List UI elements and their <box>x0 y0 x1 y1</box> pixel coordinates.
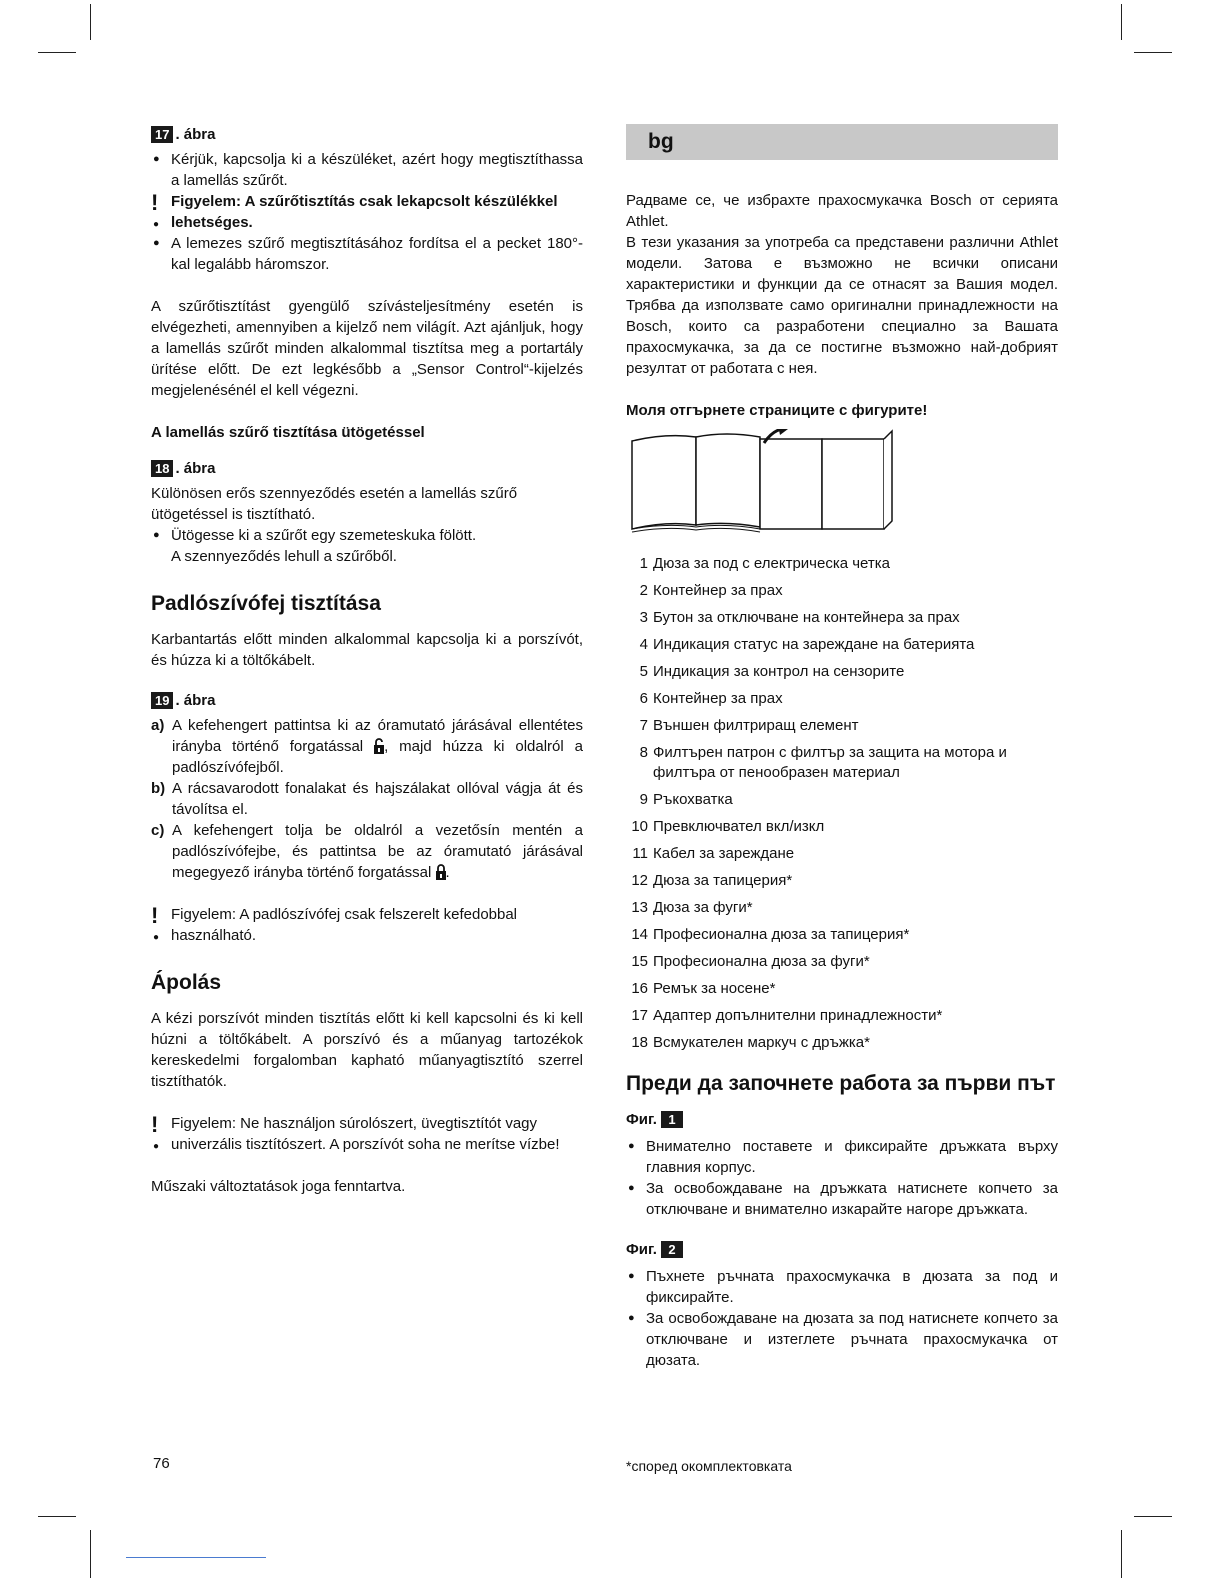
crop-mark <box>1121 4 1122 40</box>
exclamation-icon: ! <box>151 903 159 928</box>
item-number: 5 <box>639 663 648 680</box>
bullet: ● Пъхнете ръчната прахосмукачка в дюзата за под и фиксирайте. <box>626 1266 1058 1308</box>
item-number: 17 <box>631 1007 648 1024</box>
parts-list-item <box>626 716 1058 736</box>
item-number: 8 <box>639 744 648 761</box>
crop-mark <box>38 52 76 53</box>
parts-list-item <box>626 790 1058 810</box>
parts-list-item <box>626 662 1058 682</box>
crop-mark <box>1134 1516 1172 1517</box>
item-number: 15 <box>631 953 648 970</box>
item-label: Дюза за тапицерия* <box>653 872 793 889</box>
item-label: Външен филтриращ елемент <box>653 717 859 734</box>
page-number: 76 <box>153 1455 170 1472</box>
intro-paragraph: Радваме се, че избрахте прахосмукачка Bosch от серията Athlet. <box>626 192 1058 230</box>
figure-badge: 2 <box>661 1241 683 1258</box>
section-heading: Padlószívófej tisztítása <box>151 592 381 615</box>
item-label: Кабел за зареждане <box>653 845 795 862</box>
item-number: 1 <box>639 555 648 572</box>
item-number: 4 <box>639 636 648 653</box>
exclamation-icon: ! <box>151 190 159 215</box>
bullet: ● За освобождаване на дръжката натиснете копчето за отключване и внимателно изкарайте нагоре дръжката. <box>626 1178 1058 1220</box>
unlock-icon <box>374 738 384 754</box>
figure-badge: 17 <box>151 126 173 143</box>
item-number: 13 <box>631 899 648 916</box>
parts-list-item <box>626 871 1058 891</box>
parts-list <box>626 554 1058 1053</box>
item-label: Професионална дюза за тапицерия* <box>653 926 910 943</box>
bullet: ● Ütögesse ki a szűrőt egy szemeteskuka fölött. <box>151 525 583 546</box>
figure-18-ref: 18 . ábra <box>151 460 583 477</box>
item-label: Бутон за отключване на контейнера за прах <box>653 609 960 626</box>
figure-badge: 19 <box>151 692 173 709</box>
item-label: Професионална дюза за фуги* <box>653 953 870 970</box>
bullet: ● Kérjük, kapcsolja ki a készüléket, azért hogy megtisztíthassa a lamellás szűrőt. <box>151 149 583 191</box>
parts-list-item <box>626 1006 1058 1026</box>
item-number: 11 <box>632 845 648 862</box>
crop-mark <box>90 1530 91 1578</box>
figure-19-ref: 19 . ábra <box>151 692 583 709</box>
parts-list-item <box>626 635 1058 655</box>
item-label: Контейнер за прах <box>653 690 783 707</box>
item-number: 9 <box>639 791 648 808</box>
item-label: Индикация за контрол на сензорите <box>653 663 905 680</box>
paragraph: Műszaki változtatások joga fenntartva. <box>151 1178 406 1195</box>
item-label: Ремък за носене* <box>653 980 776 997</box>
figure-badge: 1 <box>661 1111 683 1128</box>
item-number: 7 <box>639 717 648 734</box>
bullet: ● Внимателно поставете и фиксирайте дръжката върху главния корпус. <box>626 1136 1058 1178</box>
item-number: 14 <box>631 926 648 943</box>
parts-list-item <box>626 581 1058 601</box>
parts-list-item <box>626 608 1058 628</box>
item-label: Дюза за фуги* <box>653 899 753 916</box>
crop-mark <box>90 4 91 40</box>
item-number: 18 <box>631 1034 648 1051</box>
section-heading: Ápolás <box>151 971 222 994</box>
parts-list-item <box>626 844 1058 864</box>
left-column <box>151 126 583 1197</box>
item-label: Дюза за под с електрическа четка <box>653 555 890 572</box>
warning-note: ! ● Figyelem: A szűrőtisztítás csak lekapcsolt készülékkel lehetséges. <box>151 190 558 231</box>
crop-mark <box>1134 52 1172 53</box>
subheading: A lamellás szűrő tisztítása ütögetéssel <box>151 424 425 441</box>
item-number: 16 <box>631 980 648 997</box>
figure-17-ref: 17 . ábra <box>151 126 583 143</box>
parts-list-item <box>626 925 1058 945</box>
parts-list-item <box>626 554 1058 574</box>
crop-mark <box>1121 1530 1122 1578</box>
footnote: *според окомплектовката <box>626 1458 792 1474</box>
parts-list-item <box>626 979 1058 999</box>
paragraph: Különösen erős szennyeződés esetén a lamellás szűrő ütögetéssel is tisztítható. <box>151 485 518 523</box>
right-column <box>626 124 1058 1371</box>
item-label: Ръкохватка <box>653 791 733 808</box>
parts-list-item <box>626 743 1058 783</box>
warning-note: ! ● Figyelem: A padlószívófej csak felszerelt kefedobbal használható. <box>151 903 518 944</box>
bullet-continuation: A szennyeződés lehull a szűrőből. <box>171 548 397 565</box>
paragraph: A kézi porszívót minden tisztítás előtt ki kell kapcsolni és ki kell húzni a töltőkábelt. A porszívó és a műanyag tartozékok kereskedelmi forgalomban kapható műanyagtisztító szerrel tisztíthatók. <box>151 1010 583 1090</box>
parts-list-item <box>626 689 1058 709</box>
figure-1-ref: Фиг. 1 <box>626 1111 1058 1128</box>
crop-mark <box>38 1516 76 1517</box>
paragraph: A szűrőtisztítást gyengülő szívásteljesítmény esetén is elvégezheti, amennyiben a kijelző nem világít. Azt ajánljuk, hogy a lamellás szűrőt minden alkalommal tisztítsa meg a portartály ürítése előtt. De ezt legkésőbb a „Sensor Control“-kijelzés megjelenésénél el kell végezni. <box>151 298 583 399</box>
item-label: Индикация статус на зареждане на батерията <box>653 636 975 653</box>
paragraph: Karbantartás előtt minden alkalommal kapcsolja ki a porszívót, és húzza ki a töltőkábelt. <box>151 631 583 669</box>
step-b: b) A rácsavarodott fonalakat és hajszálakat ollóval vágja át és távolítsa el. <box>151 780 583 818</box>
fold-out-note: Моля отгърнете страниците с фигурите! <box>626 402 928 419</box>
item-number: 10 <box>631 818 648 835</box>
item-number: 3 <box>639 609 648 626</box>
lock-icon <box>436 864 446 880</box>
bullet: ● За освобождаване на дюзата за под натиснете копчето за отключване и изтеглете ръчната прахосмукачка от дюзата. <box>626 1308 1058 1371</box>
item-number: 6 <box>639 690 648 707</box>
figure-2-ref: Фиг. 2 <box>626 1241 1058 1258</box>
blue-rule <box>126 1557 266 1558</box>
intro-paragraph: В тези указания за употреба са представени различни Athlet модели. Затова е възможно не всички описани характеристики и функции да се отнасят за Вашия модел. Трябва да използвате само оригинални принадлежности на Bosch, които са разработени специално за Вашата прахосмукачка, за да се постигне възможно най-добрият резултат от работата с нея. <box>626 234 1058 377</box>
step-c: c) A kefehengert tolja be oldalról a vezetősín mentén a padlószívófejbe, és pattintsa be az óramutató járásával megegyező irányba történő forgatással . <box>151 822 583 881</box>
item-label: Адаптер допълнителни принадлежности* <box>653 1007 943 1024</box>
parts-list-item <box>626 952 1058 972</box>
language-bar: bg <box>626 124 1058 160</box>
item-label: Филтърен патрон с филтър за защита на мотора и филтъра от пенообразен материал <box>653 744 1007 781</box>
fold-out-pages-illustration <box>626 429 898 537</box>
step-a: a) A kefehengert pattintsa ki az óramutató járásával ellentétes irányba történő forgatással , majd húzza ki oldalról a padlószívófejből. <box>151 717 583 776</box>
item-number: 12 <box>631 872 648 889</box>
bullet: ● A lemezes szűrő megtisztításához fordítsa el a pecket 180°-kal legalább háromszor. <box>151 233 583 275</box>
item-label: Контейнер за прах <box>653 582 783 599</box>
parts-list-item <box>626 817 1058 837</box>
parts-list-item <box>626 1033 1058 1053</box>
figure-badge: 18 <box>151 460 173 477</box>
item-label: Превключвател вкл/изкл <box>653 818 825 835</box>
item-number: 2 <box>639 582 648 599</box>
item-label: Всмукателен маркуч с дръжка* <box>653 1034 870 1051</box>
parts-list-item <box>626 898 1058 918</box>
exclamation-icon: ! <box>151 1112 159 1137</box>
warning-note: ! ● Figyelem: Ne használjon súrolószert, üvegtisztítót vagy univerzális tisztítószert. A porszívót soha ne merítse vízbe! <box>151 1112 560 1153</box>
section-heading: Преди да започнете работа за първи път <box>626 1072 1056 1095</box>
